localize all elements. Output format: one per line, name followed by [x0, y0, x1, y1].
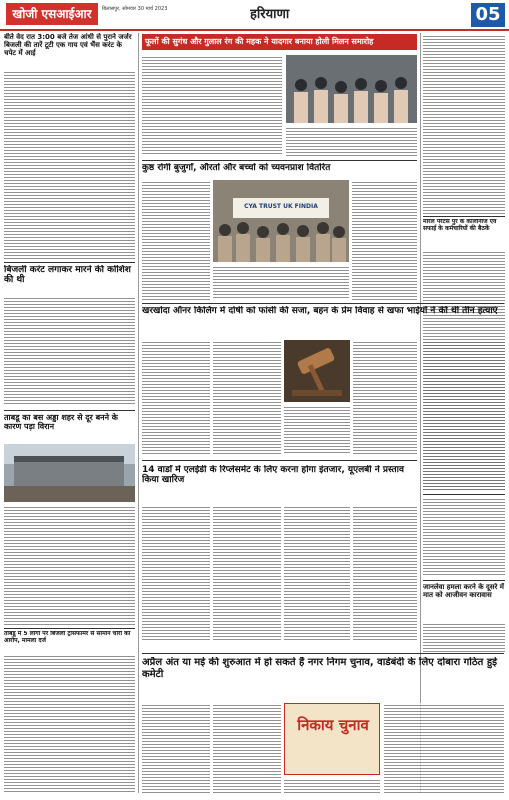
bus-stand-photo-icon [4, 444, 135, 502]
story-headline: 14 वार्डों में एलईडी के रिप्लेसमेंट के लिए करना होगा इंतजार, यूएलबी ने प्रस्ताव किया खारिज [142, 465, 404, 486]
masthead [0, 0, 509, 30]
story-headline: फूलों की सुगंध और गुलाल रंग की महक ने यादगार बनाया होली मिलन समारोह [142, 34, 417, 50]
story-headline: मोरल पैरेंटस पुर के कॉलोनीज एवं सफाई के कर्मचारियों की बैठकें [423, 219, 497, 232]
photo-banner-text: CYA TRUST UK FINDIA [244, 203, 318, 210]
news-photo [286, 55, 417, 123]
story-headline: जानलेवा हमला करने के दूसरे में मात को आजीवन कारावास [423, 583, 504, 600]
page-number: 05 [471, 3, 505, 27]
news-photo [284, 340, 350, 402]
crowd-photo-icon [286, 55, 417, 123]
story-body [423, 340, 505, 490]
dateline: बिलासपुर, सोमवार 30 मार्च 2023 [102, 6, 168, 12]
story-body [142, 703, 210, 795]
story-body [142, 340, 210, 455]
story-headline: बिजली करंट लगाकर मारने की कोशिश की थी [4, 265, 131, 286]
story-headline: अप्रैल अंत या मई की शुरुआत में हो सकते हैं नगर निगम चुनाव, वार्डबंदी के लिए दोबारा गठित हुई कमेटी [142, 657, 498, 680]
story-body [423, 497, 505, 577]
story-body [213, 703, 281, 795]
story-headline: कुष्ठ रोगी बुजुर्गों, औरतों और बच्चों को च्यवनप्राश वितरित [142, 163, 331, 173]
story-body [423, 34, 505, 214]
election-graphic-text: निकाय चुनाव [297, 716, 369, 734]
story-body [352, 180, 417, 300]
story-body [4, 505, 135, 625]
story-headline: ताबडू में 5 लोगों पर बिजली ट्रांसफार्मर से सामान चोरी का आरोप, मामला दर्ज [4, 631, 131, 644]
story-body [142, 505, 210, 640]
story-body [4, 70, 135, 260]
story-body [353, 340, 417, 455]
story-body [423, 622, 505, 652]
story-body [353, 505, 417, 640]
story-body [4, 296, 135, 406]
story-body [284, 778, 380, 795]
story-headline: खरखोदा ऑनर किलिंग में दोषी को फांसी की सजा, बहन के प्रेम विवाह से खफा भाईयों ने की थी तीन हत्याएं [142, 306, 498, 316]
story-body [284, 405, 350, 455]
story-body [213, 340, 281, 455]
story-body [213, 505, 281, 640]
story-body [284, 505, 350, 640]
news-photo [4, 444, 135, 502]
section-title: हरियाणा [250, 7, 290, 22]
news-photo [213, 180, 349, 262]
story-body [4, 654, 135, 794]
story-body [384, 703, 504, 795]
story-headline: ताबडू का बस अड्डा शहर से दूर बनने के कारण पड़ा विरान [4, 413, 118, 432]
gavel-icon [284, 340, 350, 402]
story-body [142, 180, 210, 300]
story-body [213, 265, 349, 300]
masthead-rule [0, 29, 509, 31]
story-body [286, 126, 417, 156]
election-graphic [284, 703, 380, 775]
story-headline: बीते वेद रात 3:00 बजे तेज आंधी से पुराने जर्जर बिजली की तारें टूटी एक गाय एवं भैंस करंट के चपेट में आई [4, 33, 132, 58]
newspaper-logo: खोजी एसआईआर [6, 3, 98, 25]
story-body [142, 55, 282, 155]
